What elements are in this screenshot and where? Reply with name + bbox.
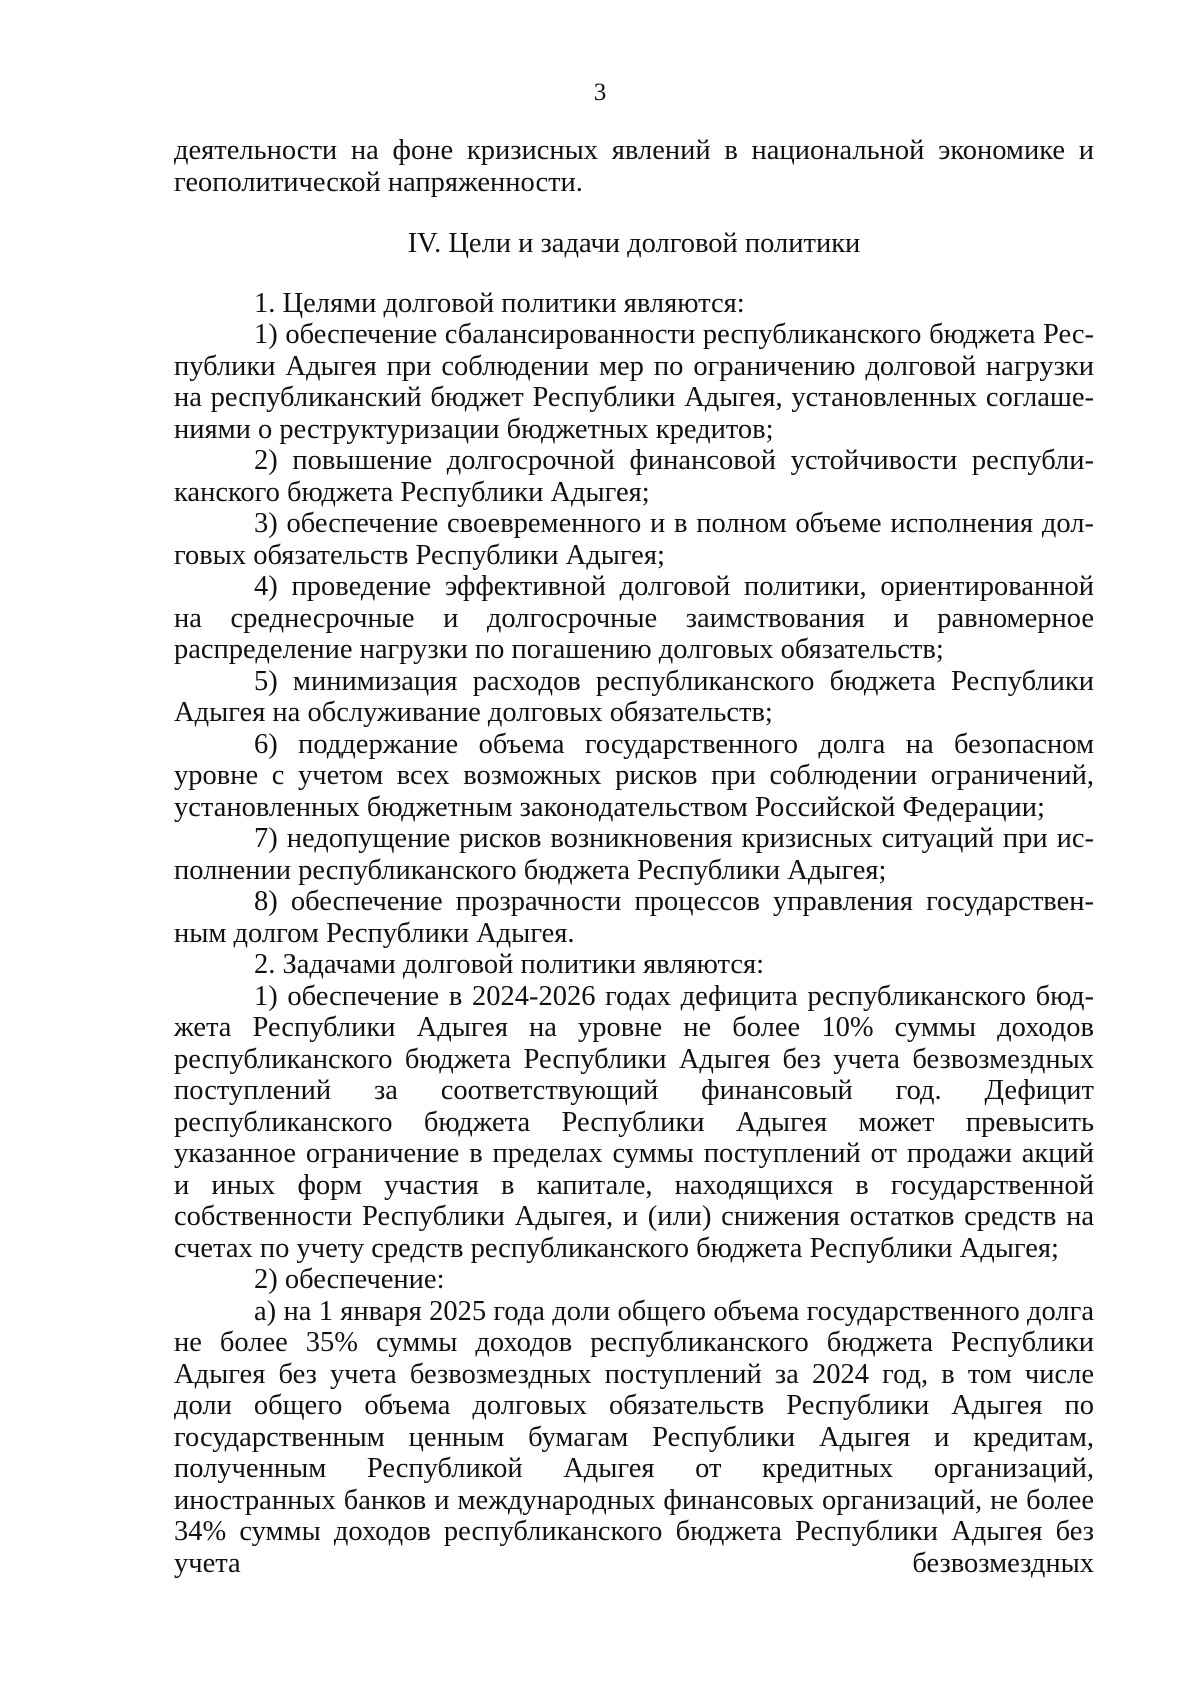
- goal-item: 2) повышение долгосрочной финансовой устойчивости республиканского бюджета Республики Адыгея;: [174, 445, 1094, 508]
- goals-heading: 1. Целями долговой политики являются:: [254, 287, 745, 319]
- task-subitem: а) на 1 января 2025 года доли общего объема государственного долга не более 35% суммы доходов республиканского бюджета Республики Адыгея без учета безвозмездных поступлений за 2024 год, в том числе доли общего объема долговых обязательств Республики Адыгея по государственным ценным бумагам Республики Адыгея и кредитам, полученным Республикой Адыгея от кредитных организаций, иностранных банков и международных финансовых организаций, не более 34% суммы доходов республиканского бюджета Республики Адыгея без учета безвозмездных: [174, 1295, 1094, 1579]
- goal-item: 3) обеспечение своевременного и в полном объеме исполнения долговых обязательств Республики Адыгея;: [174, 508, 1094, 571]
- task-item: 1) обеспечение в 2024-2026 годах дефицита республиканского бюджета Республики Адыгея на уровне не более 10% суммы доходов республиканского бюджета Республики Адыгея без учета безвозмездных поступлений за соответствующий финансовый год. Дефицит республиканского бюджета Республики Адыгея может превысить указанное ограничение в пределах суммы поступлений от продажи акций и иных форм участия в капитале, находящихся в государственной собственности Республики Адыгея, и (или) снижения остатков средств на счетах по учету средств республиканского бюджета Республики Адыгея;: [174, 980, 1094, 1264]
- goal-item: 6) поддержание объема государственного долга на безопасном уровне с учетом всех возможных рисков при соблюдении ограничений, установленных бюджетным законодательством Российской Федерации;: [174, 728, 1094, 823]
- task-item-heading: 2) обеспечение:: [254, 1264, 445, 1295]
- page-number: 3: [593, 79, 607, 106]
- goal-item: 4) проведение эффективной долговой политики, ориентированной на среднесрочные и долгосрочные заимствования и равномерное распределение нагрузки по погашению долговых обязательств;: [174, 571, 1094, 665]
- goal-item: 1) обеспечение сбалансированности республиканского бюджета Республики Адыгея при соблюдении мер по ограничению долговой нагрузки на республиканский бюджет Республики Адыгея, установленных соглашениями о реструктуризации бюджетных кредитов;: [174, 319, 1094, 445]
- goal-item: 8) обеспечение прозрачности процессов управления государственным долгом Республики Адыгея.: [174, 886, 1094, 949]
- goal-item: 5) минимизация расходов республиканского бюджета Республики Адыгея на обслуживание долговых обязательств;: [174, 665, 1094, 728]
- tasks-heading: 2. Задачами долговой политики являются:: [254, 949, 764, 980]
- intro-paragraph: деятельности на фоне кризисных явлений в национальной экономике и геополитической напряженности.: [174, 135, 1094, 198]
- document-body: [174, 135, 1094, 1579]
- section-title: IV. Цели и задачи долговой политики: [407, 228, 861, 259]
- goal-item: 7) недопущение рисков возникновения кризисных ситуаций при исполнении республиканского бюджета Республики Адыгея;: [174, 823, 1094, 886]
